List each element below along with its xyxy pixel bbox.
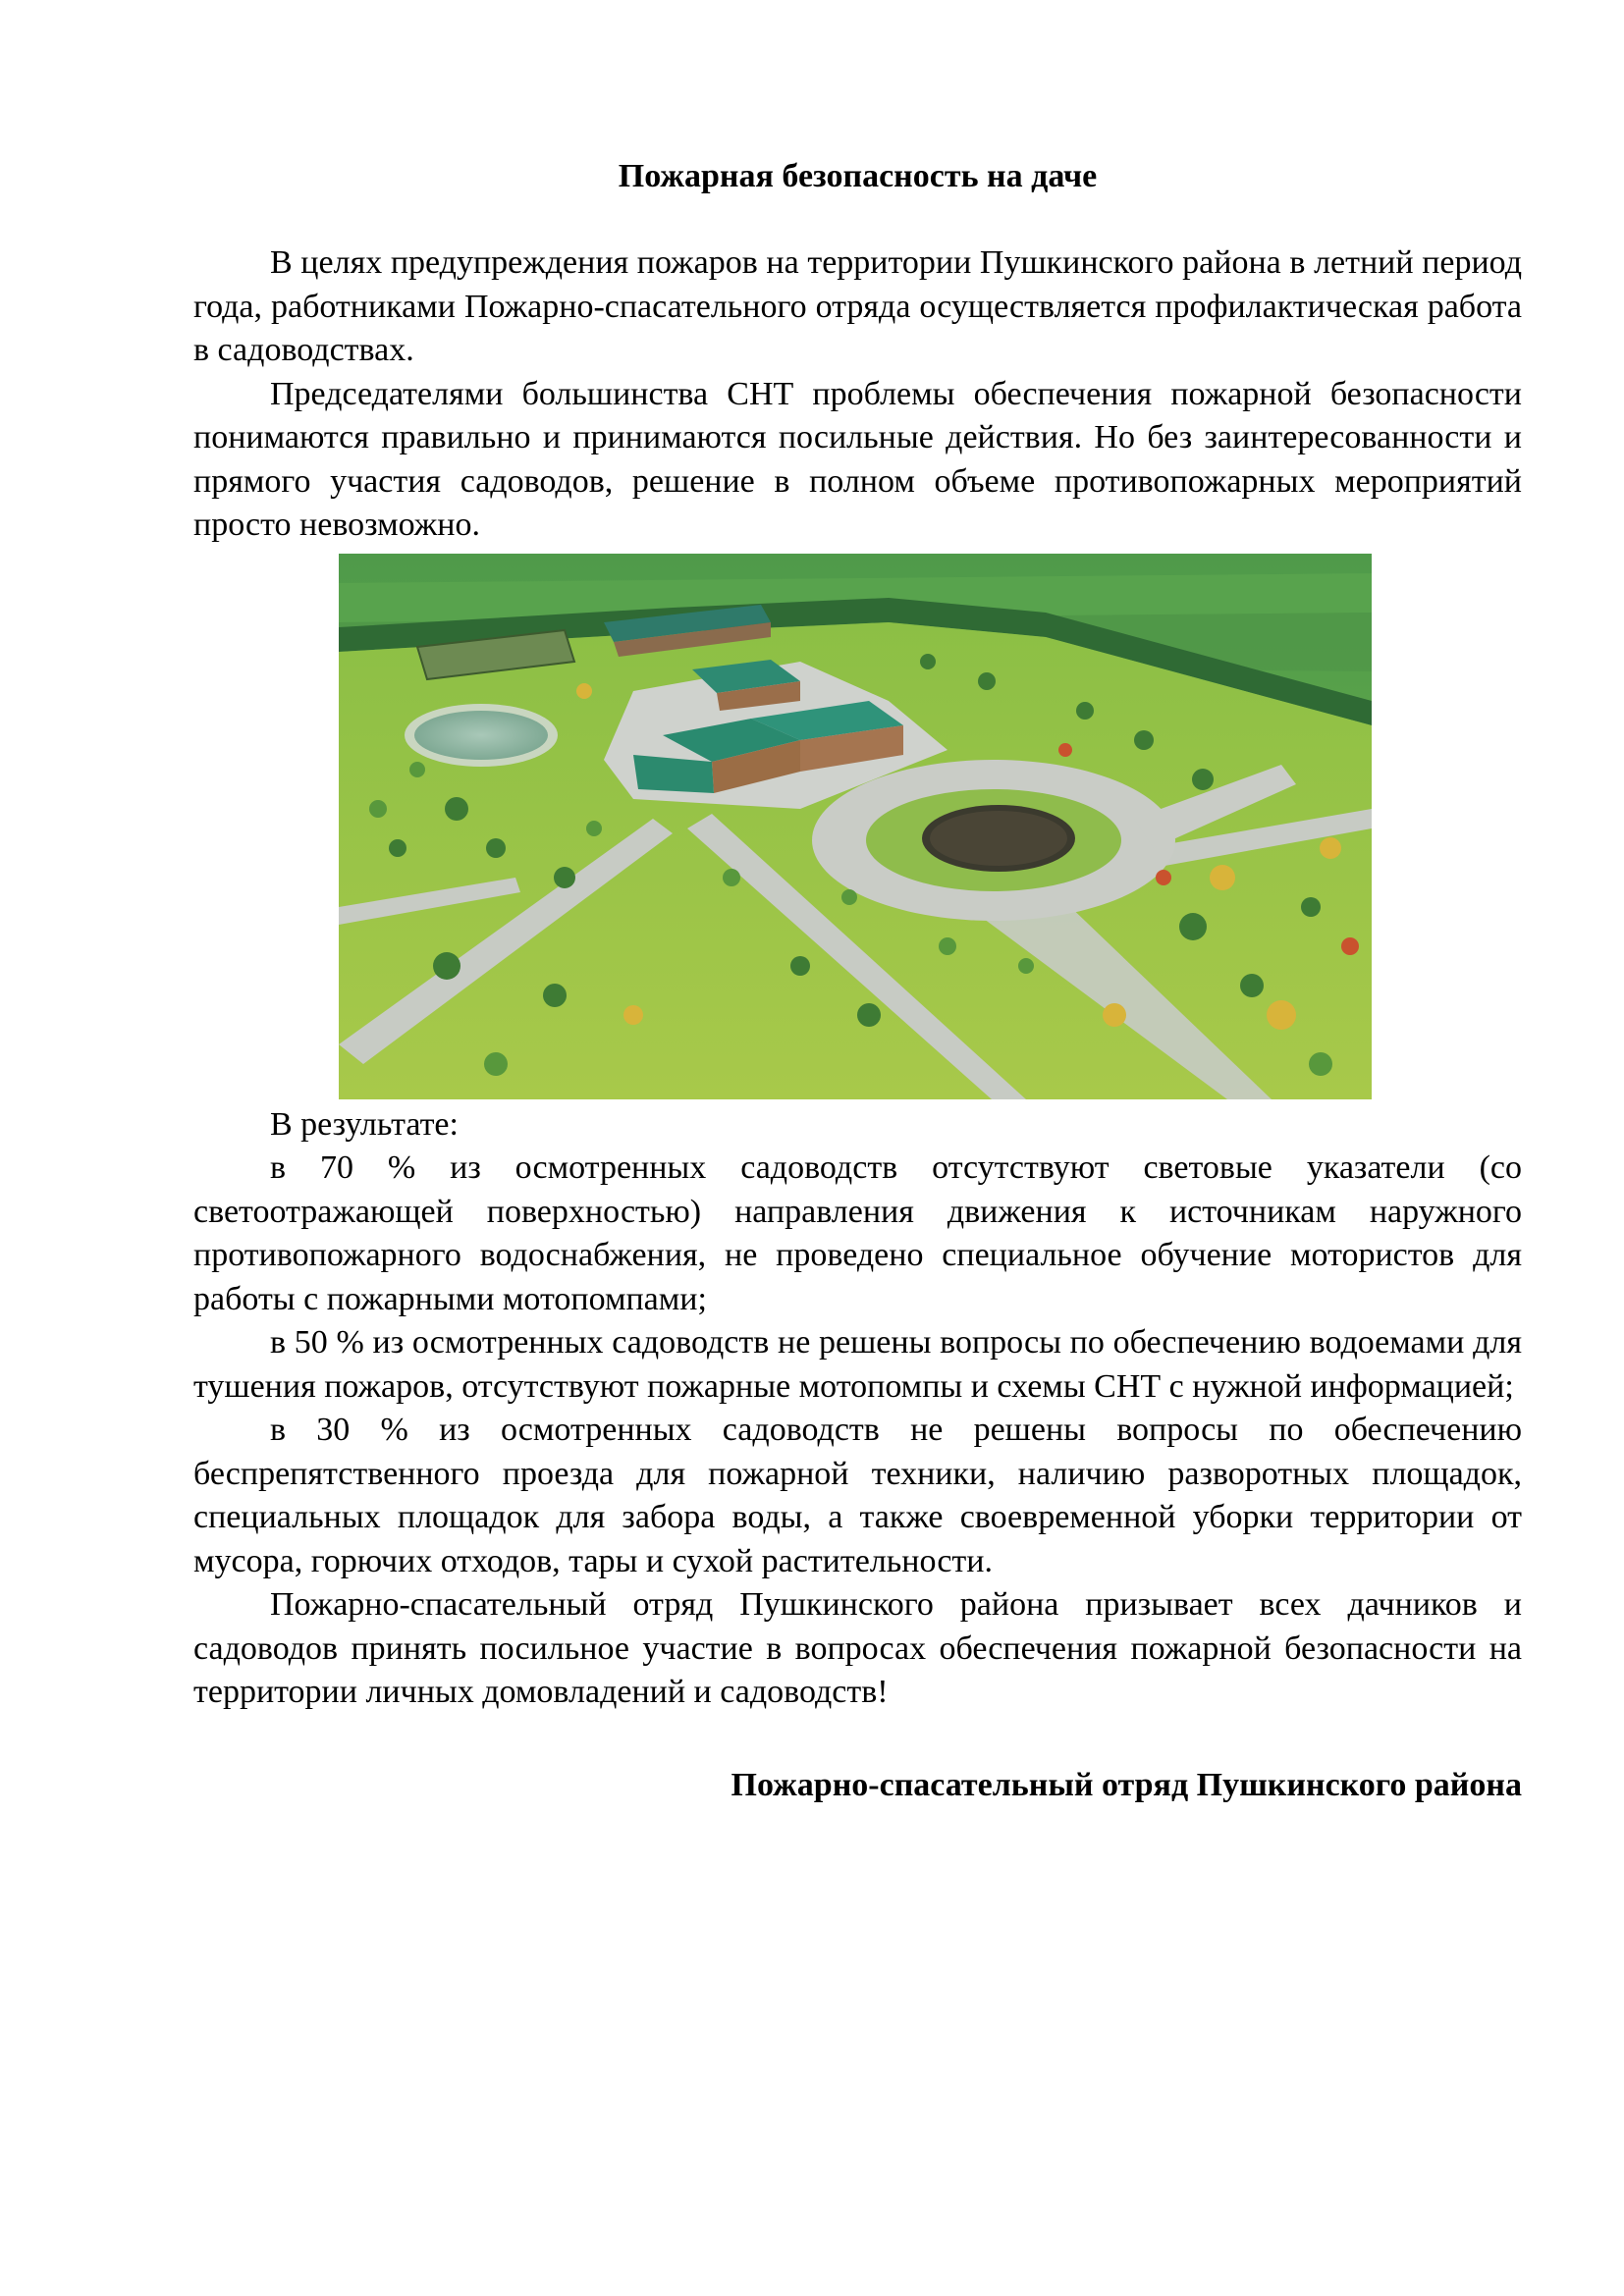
paragraph-intro-1: В целях предупреждения пожаров на территории Пушкинского района в летний период года, работниками Пожарно-спасательного отряда осуществляется профилактическая работа в садоводствах. (193, 244, 1522, 368)
paragraph-intro-2: Председателями большинства СНТ проблемы обеспечения пожарной безопасности понимаются правильно и принимаются посильные действия. Но без заинтересованности и прямого участия садоводов, решение в полном объеме противопожарных мероприятий просто невозможно. (193, 375, 1522, 543)
paragraph-results-heading: В результате: (270, 1105, 459, 1143)
paragraph-result-50-percent: в 50 % из осмотренных садоводств не решены вопросы по обеспечению водоемами для тушения пожаров, отсутствуют пожарные мотопомпы и схемы СНТ с нужной информацией; (193, 1324, 1522, 1405)
paragraph-result-70-percent: в 70 % из осмотренных садоводств отсутствуют световые указатели (со светоотражающей поверхностью) направления движения к источникам наружного противопожарного водоснабжения, не проведено специальное обучение мотористов для работы с пожарными мотопомпами; (193, 1149, 1522, 1317)
paragraph-result-30-percent: в 30 % из осмотренных садоводств не решены вопросы по обеспечению беспрепятственного проезда для пожарной техники, наличию разворотных площадок, специальных площадок для забора воды, а также своевременной уборки территории от мусора, горючих отходов, тары и сухой растительности. (193, 1412, 1522, 1579)
signature: Пожарно-спасательный отряд Пушкинского района (731, 1766, 1522, 1803)
document-page (193, 155, 1522, 1807)
document-title: Пожарная безопасность на даче (618, 158, 1098, 194)
paragraph-appeal: Пожарно-спасательный отряд Пушкинского района призывает всех дачников и садоводов принять посильное участие в вопросах обеспечения пожарной безопасности на территории личных домовладений и садоводств! (193, 1586, 1522, 1710)
estate-aerial-photo (339, 554, 1372, 1099)
